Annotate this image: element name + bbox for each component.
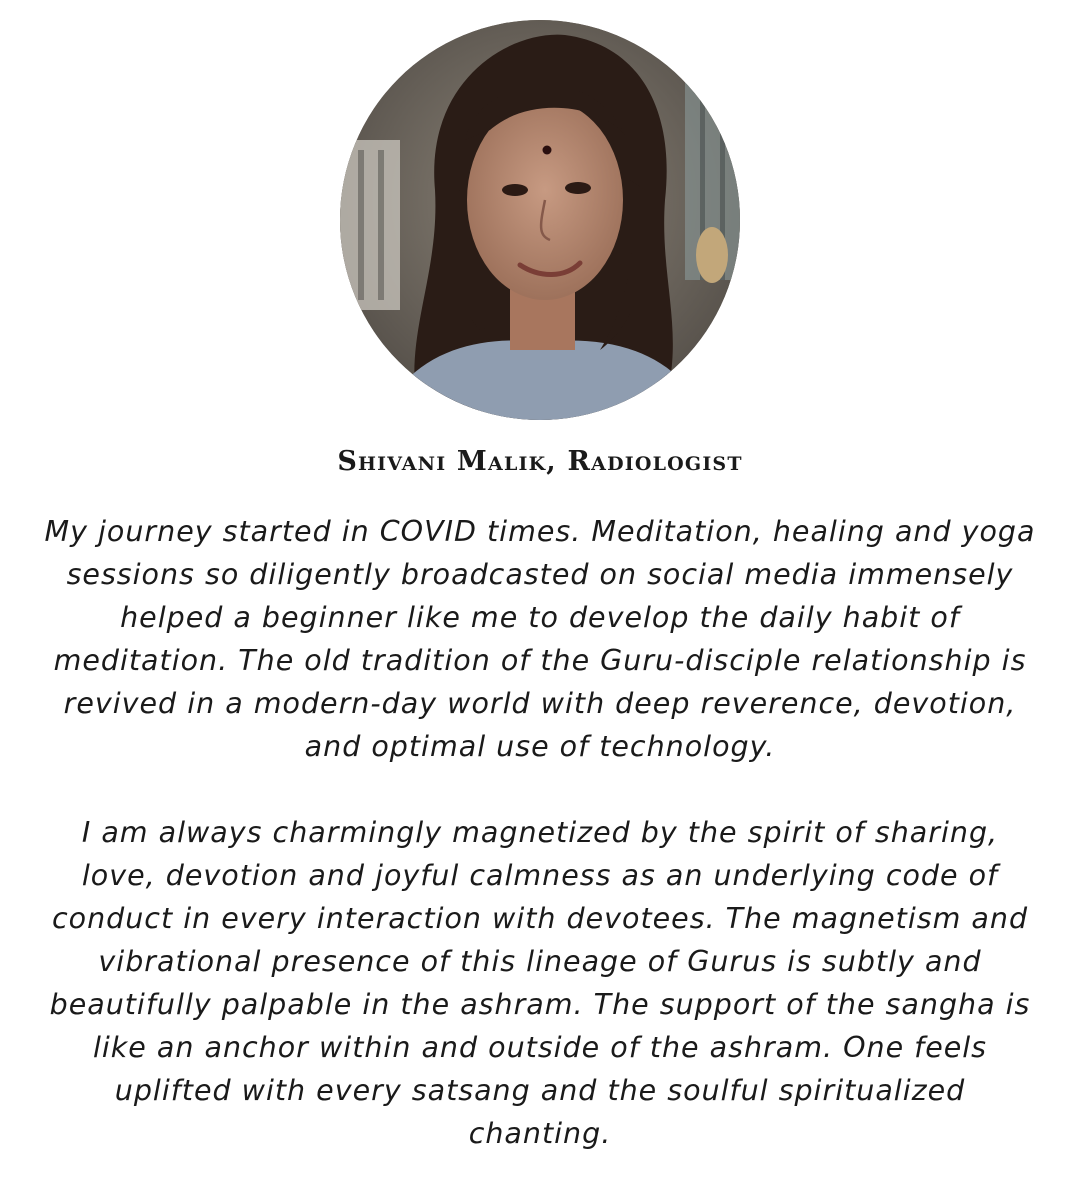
profile-photo [340,20,740,420]
portrait-photo-icon [340,20,740,420]
person-name: Shivani Malik, Radiologist [337,446,743,477]
testimonial-paragraph: My journey started in COVID times. Meditation, healing and yoga sessions so diligently broadcasted on social media immensely helped a beginner like me to develop the daily habit of meditation. The old tradition of the Guru-disciple relationship is revived in a modern-day world with deep reverence, devotion, and optimal use of technology. [44,515,1036,763]
testimonial-paragraph: I am always charmingly magnetized by the spirit of sharing, love, devotion and joyful calmness as an underlying code of conduct in every interaction with devotees. The magnetism and vibrational presence of this lineage of Gurus is subtly and beautifully palpable in the ashram. The support of the sangha is like an anchor within and outside of the ashram. One feels uplifted with every satsang and the soulful spiritualized chanting. [49,816,1031,1150]
testimonial-text [40,510,1040,1155]
